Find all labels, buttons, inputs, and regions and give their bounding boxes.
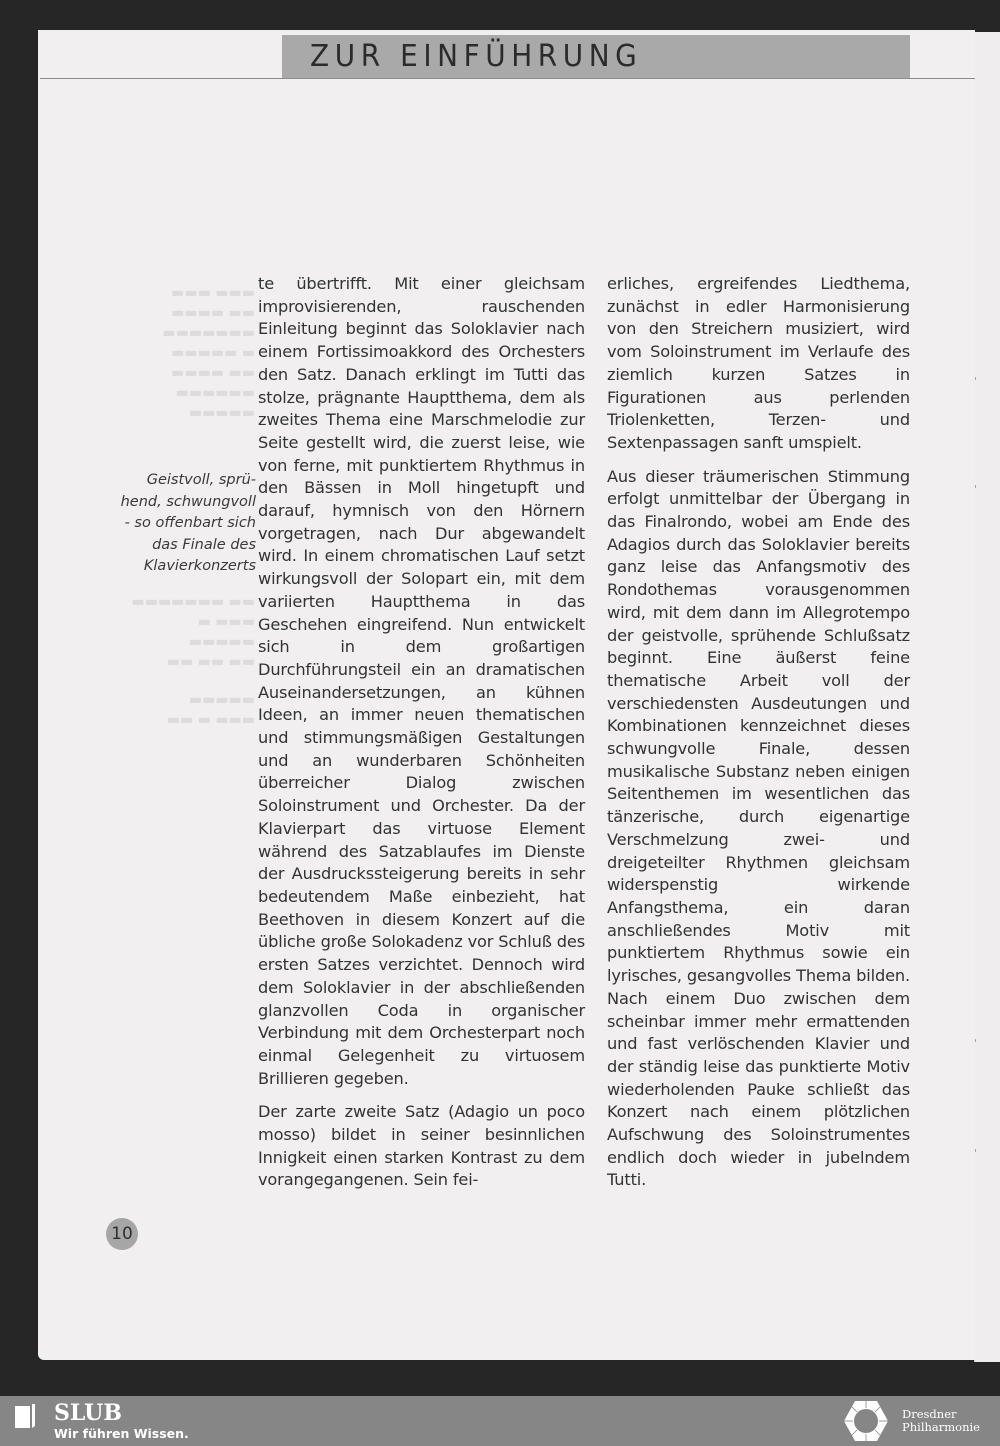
book-icon bbox=[12, 1404, 38, 1430]
show-through-text: ▬▬▬▬▬▬▬ ▬▬ ▬ ▬▬▬ ▬▬▬▬▬ ▬▬ ▬▬ ▬▬ bbox=[131, 594, 255, 670]
pull-quote bbox=[80, 470, 256, 578]
section-title: ZUR EINFÜHRUNG bbox=[310, 39, 643, 74]
slub-tagline: Wir führen Wissen. bbox=[54, 1426, 189, 1441]
slub-logo-text[interactable]: SLUB bbox=[54, 1400, 122, 1426]
pull-quote-line: - so offenbart sich bbox=[124, 515, 256, 531]
show-through-text: ▬▬▬▬▬ ▬▬ ▬ ▬▬▬ bbox=[166, 692, 255, 728]
dresdner-philharmonie-logo-text[interactable] bbox=[902, 1408, 980, 1434]
pull-quote-line: Geistvoll, sprü- bbox=[146, 472, 256, 488]
logo-line: Philharmonie bbox=[902, 1420, 980, 1434]
logo-line: Dresdner bbox=[902, 1407, 957, 1421]
paragraph: Der zarte zweite Satz (Adagio un poco mosso) bildet in seiner besinnlichen Innigkeit einen starken Kontrast zu dem vorangegangenen. Sein fei- bbox=[258, 1102, 585, 1190]
viewer-footer-bar bbox=[0, 1396, 1000, 1446]
sunburst-logo-icon bbox=[843, 1398, 889, 1444]
page-number-badge: 10 bbox=[106, 1218, 138, 1250]
pull-quote-line: hend, schwungvoll bbox=[120, 493, 256, 510]
paragraph: te übertrifft. Mit einer gleichsam improvisierenden, rauschenden Einleitung beginnt das Soloklavier nach einem Fortissimoakkord des Orchesters den Satz. Danach erklingt im Tutti das stolze, prägnante Hauptthema, dem als zweites Thema eine Marschmelodie zur Seite gestellt wird, die zuerst leise, wie von ferne, mit punktiertem Rhythmus in den Bässen in Moll hingetupft und darauf, hymnisch von den Hörnern vorgetragen, nach Dur abgewandelt wird. In einem chromatischen Lauf setzt wirkungsvoll der Solopart ein, mit dem variierten Hauptthema in das Geschehen eingreifend. Nun entwickelt sich in dem großartigen Durchführungsteil ein an dramatischen Auseinandersetzungen, an kühnen Ideen, an immer neuen thematischen und stimmungsmäßigen Gestaltungen und an wunderbaren Schönheiten überreicher Dialog zwischen Soloinstrument und Orchester. Da der Klavierpart das virtuose Element während des Satzablaufes im Dienste der Ausdruckssteigerung bereits in sehr bedeutendem Maße einbezieht, hat Beethoven in diesem Konzert auf die übliche große Solokadenz vor Schluß des ersten Satzes verzichtet. Dennoch wird dem Soloklavier in der abschließenden glanzvollen Coda in organischer Verbindung mit dem Orchesterpart noch einmal Gelegenheit zu virtuosem Brillieren gegeben. bbox=[258, 274, 585, 1088]
text-column-right bbox=[607, 273, 910, 1203]
show-through-text: ▬▬▬ ▬▬▬ ▬▬▬▬ ▬▬ ▬▬▬▬▬▬▬ ▬▬▬▬▬ ▬ ▬▬▬▬ ▬▬ ▬▬▬▬▬▬ ▬▬▬▬▬ bbox=[162, 285, 255, 421]
header-rule bbox=[40, 78, 975, 79]
pull-quote-line: Klavierkonzerts bbox=[143, 558, 256, 574]
next-page-edge bbox=[974, 32, 1000, 1362]
paragraph: erliches, ergreifendes Liedthema, zunächst in edler Harmonisierung von den Streichern musiziert, wird vom Soloinstrument im Verlaufe des ziemlich kurzen Satzes in Figurationen aus perlenden Triolenketten, Terzen- und Sextenpassagen sanft umspielt. bbox=[607, 274, 910, 452]
pull-quote-line: das Finale des bbox=[152, 536, 256, 553]
text-column-middle bbox=[258, 273, 585, 1203]
paragraph: Aus dieser träumerischen Stimmung erfolgt unmittelbar der Übergang in das Finalrondo, wobei am Ende des Adagios durch das Soloklavier bereits ganz leise das Anfangsmotiv des Rondothemas vorausgenommen wird, mit dem dann im Allegrotempo der geistvolle, sprühende Schlußsatz beginnt. Eine äußerst feine thematische Arbeit voll der verschiedensten Ausdeutungen und Kombinationen kennzeichnet dieses schwungvolle Finale, dessen musikalische Substanz neben einigen Seitenthemen im wesentlichen das tänzerische, durch eigenartige Verschmelzung zwei- und dreigeteilter Rhythmen gleichsam widerspenstig wirkende Anfangsthema, ein daran anschließendes Motiv mit punktiertem Rhythmus sowie ein lyrisches, gesangvolles Thema bilden. Nach einem Duo zwischen dem scheinbar immer mehr ermattenden und fast verlöschenden Klavier und der ständig leise das punktierte Motiv wiederholenden Pauke schließt das Konzert nach einem plötzlichen Aufschwung des Soloinstrumentes endlich doch wieder in jubelndem Tutti. bbox=[607, 466, 910, 1190]
